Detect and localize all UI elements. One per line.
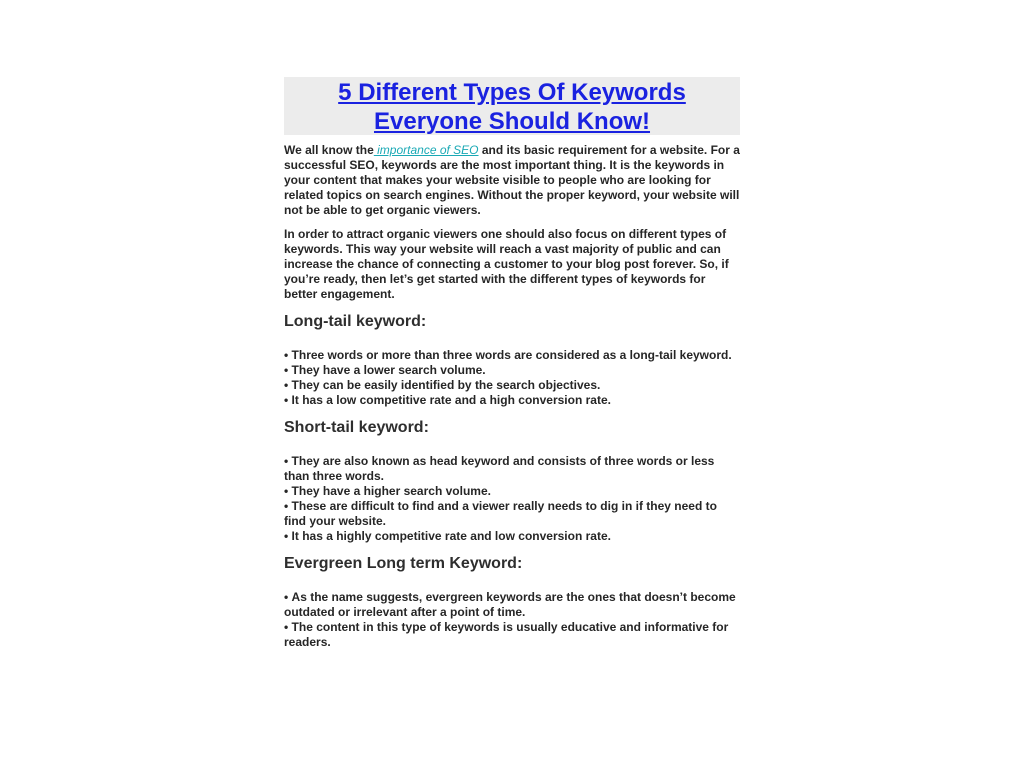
- second-paragraph: In order to attract organic viewers one should also focus on different types of keywords. This way your website will reach a vast majority of public and can increase the chance of connecting a customer to your blog post forever. So, if you’re ready, then let’s get started with the different types of keywords for better engagement.: [284, 227, 729, 301]
- intro-paragraph: [284, 143, 740, 218]
- section-evergreen: [284, 554, 740, 650]
- intro-text-start: We all know the: [284, 143, 374, 157]
- article: [284, 77, 740, 650]
- bullet-list: [284, 590, 740, 650]
- list-item: • It has a highly competitive rate and low conversion rate.: [284, 529, 740, 544]
- bullet-list: [284, 348, 740, 408]
- title-banner: [284, 77, 740, 135]
- title-link-line-2[interactable]: Everyone Should Know!: [373, 108, 651, 135]
- list-item: • These are difficult to find and a viewer really needs to dig in if they need to find your website.: [284, 499, 740, 529]
- importance-of-seo-link[interactable]: importance of SEO: [373, 143, 479, 157]
- list-item: • Three words or more than three words are considered as a long-tail keyword.: [284, 348, 740, 363]
- intro-text-rest: and its basic requirement for a website. For a successful SEO, keywords are the most important thing. It is the keywords in your content that makes your website visible to people who are looking for related topics on search engines. Without the proper keyword, your website will not be able to get organic viewers.: [284, 143, 740, 217]
- section-long-tail: [284, 312, 740, 408]
- section-heading: Evergreen Long term Keyword:: [284, 555, 523, 572]
- list-item: • They can be easily identified by the search objectives.: [284, 378, 740, 393]
- list-item: • They have a lower search volume.: [284, 363, 740, 378]
- list-item: • It has a low competitive rate and a high conversion rate.: [284, 393, 740, 408]
- section-heading: Long-tail keyword:: [284, 313, 427, 330]
- list-item: • As the name suggests, evergreen keywords are the ones that doesn’t become outdated or irrelevant after a point of time.: [284, 590, 740, 620]
- bullet-list: [284, 454, 740, 544]
- section-short-tail: [284, 418, 740, 544]
- title-link-line-1[interactable]: 5 Different Types Of Keywords: [338, 79, 686, 106]
- list-item: • They are also known as head keyword and consists of three words or less than three words.: [284, 454, 740, 484]
- list-item: • The content in this type of keywords is usually educative and informative for readers.: [284, 620, 740, 650]
- list-item: • They have a higher search volume.: [284, 484, 740, 499]
- section-heading: Short-tail keyword:: [284, 419, 429, 436]
